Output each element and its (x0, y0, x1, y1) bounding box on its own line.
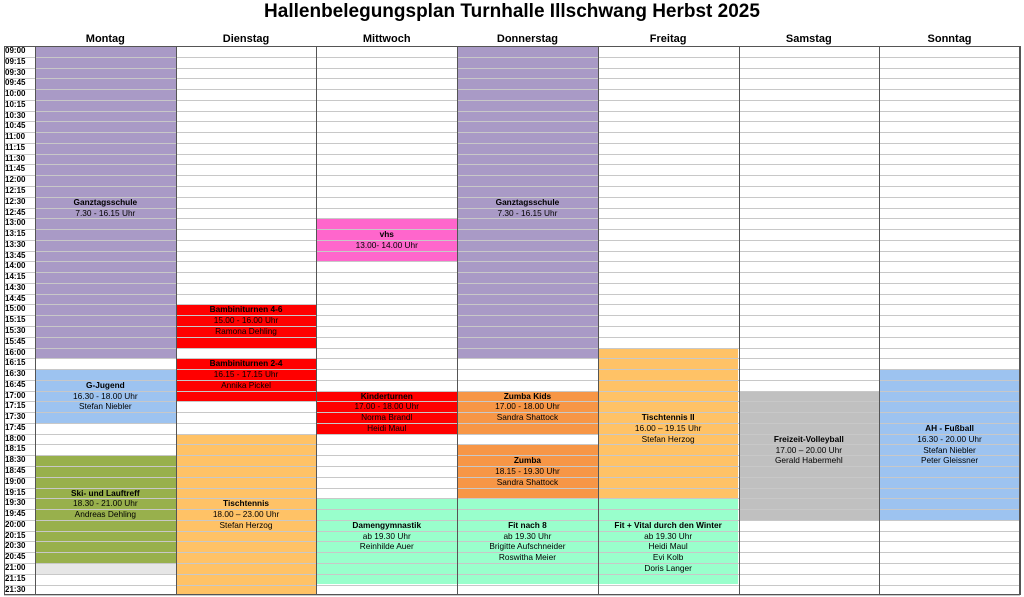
event-title: Bambiniturnen 4-6 (209, 304, 283, 315)
event-detail: Brigitte Aufschneider (489, 541, 566, 552)
time-label: 13:30 (5, 239, 26, 249)
time-label: 10:00 (5, 89, 26, 99)
event-detail: Annika Pickel (221, 379, 271, 390)
day-header-samstag: Samstag (785, 33, 832, 45)
event-detail: 16.30 - 20.00 Uhr (917, 433, 982, 444)
time-label: 12:45 (5, 207, 26, 217)
time-label: 18:30 (5, 455, 26, 465)
event-detail: Heidi Maul (367, 423, 407, 434)
event-detail: Norma Brandl (361, 412, 413, 423)
time-label: 18:15 (5, 444, 26, 454)
time-label: 12:15 (5, 186, 26, 195)
event-title: vhs (379, 229, 394, 240)
day-header-dienstag: Dienstag (222, 33, 270, 45)
event-label (35, 488, 176, 520)
time-label: 21:15 (5, 573, 26, 583)
time-label: 13:00 (5, 218, 26, 228)
event-detail: Stefan Niebler (79, 401, 132, 412)
day-header-mittwoch: Mittwoch (362, 33, 411, 45)
page-title: Hallenbelegungsplan Turnhalle Illschwang Herbst 2025 (264, 1, 760, 22)
time-label: 16:00 (5, 347, 26, 357)
event-label (35, 380, 176, 412)
event-title: Damengymnastik (352, 519, 422, 530)
event-detail: 18.30 - 21.00 Uhr (73, 498, 138, 509)
time-label: 17:45 (5, 422, 26, 432)
event-detail: Roswitha Meier (498, 552, 557, 563)
event-title: Ganztagsschule (73, 196, 138, 207)
time-label: 10:45 (5, 121, 26, 131)
event-label (457, 520, 598, 563)
event-label (35, 197, 176, 219)
time-label: 19:00 (5, 476, 26, 486)
time-label: 10:15 (5, 99, 26, 109)
time-label: 14:00 (5, 261, 26, 271)
event-label (176, 498, 317, 530)
time-label: 14:45 (5, 293, 26, 303)
time-label: 16:30 (5, 369, 26, 379)
event-detail: Evi Kolb (652, 552, 684, 563)
event-detail: 7.30 - 16.15 Uhr (497, 207, 558, 218)
event-detail: Sandra Shattock (496, 412, 559, 423)
event-title: AH - Fußball (925, 422, 974, 433)
event-detail: Andreas Dehling (74, 509, 137, 520)
event-detail: 16.00 – 19.15 Uhr (634, 422, 702, 433)
event-title: Ganztagsschule (495, 196, 560, 207)
event-detail: 13.00- 14.00 Uhr (355, 239, 418, 250)
event-detail: 18.00 – 23.00 Uhr (212, 509, 280, 520)
event-title: Bambiniturnen 2-4 (209, 358, 283, 369)
event-detail: ab 19.30 Uhr (503, 530, 552, 541)
time-label: 16:15 (5, 358, 26, 368)
event-title: Freizeit-Volleyball (773, 433, 844, 444)
time-label: 12:30 (5, 196, 26, 206)
event-title: Tischtennis (223, 498, 269, 509)
time-label: 20:30 (5, 541, 26, 551)
time-label: 15:00 (5, 304, 26, 314)
event-label (457, 391, 598, 423)
event-detail: Stefan Herzog (641, 433, 695, 444)
event-detail: 17.00 – 20.00 Uhr (775, 444, 843, 455)
time-label: 20:45 (5, 552, 26, 562)
event-title: Zumba (513, 455, 542, 466)
event-title: G-Jugend (85, 379, 125, 390)
time-label: 19:45 (5, 509, 26, 519)
time-label: 21:30 (5, 584, 26, 594)
day-header-freitag: Freitag (649, 33, 687, 45)
time-label: 13:45 (5, 250, 26, 260)
time-label: 16:45 (5, 379, 26, 389)
time-label: 18:45 (5, 466, 26, 476)
time-label: 15:15 (5, 315, 26, 325)
event-label (457, 455, 598, 487)
time-label: 17:15 (5, 401, 26, 411)
time-label: 21:00 (5, 562, 26, 572)
event-detail: Ramona Dehling (215, 326, 277, 337)
time-label: 11:45 (5, 164, 26, 174)
event-title: Fit nach 8 (508, 519, 547, 530)
time-label: 09:30 (5, 67, 26, 77)
event-label (598, 520, 739, 574)
day-header-sonntag: Sonntag (927, 33, 972, 45)
time-label: 10:30 (5, 110, 26, 120)
time-label: 14:15 (5, 272, 26, 282)
event-detail: Gerald Habermehl (774, 455, 843, 466)
column-line (1020, 46, 1021, 595)
time-label: 15:45 (5, 336, 26, 346)
event-label (316, 229, 457, 251)
event-label (879, 423, 1020, 466)
time-label: 14:30 (5, 282, 26, 292)
event-detail: 17.00 - 18.00 Uhr (354, 401, 420, 412)
day-header-donnerstag: Donnerstag (496, 33, 558, 45)
row-line (4, 595, 1020, 596)
event-detail: 17.00 - 18.00 Uhr (495, 401, 560, 412)
time-label: 13:15 (5, 229, 26, 239)
event-detail: Reinhilde Auer (359, 541, 414, 552)
time-label: 19:30 (5, 498, 26, 508)
time-label: 17:00 (5, 390, 26, 400)
time-label: 12:00 (5, 175, 26, 185)
time-label: 20:15 (5, 530, 26, 540)
time-label: 11:15 (5, 142, 26, 152)
time-label: 11:30 (5, 153, 26, 163)
event-title: Fit + Vital durch den Winter (614, 519, 722, 530)
event-title: Zumba Kids (503, 390, 552, 401)
event-detail: Heidi Maul (648, 541, 688, 552)
day-header-montag: Montag (85, 33, 125, 45)
event-detail: Doris Langer (644, 563, 692, 574)
time-label: 09:45 (5, 78, 26, 88)
event-detail: ab 19.30 Uhr (644, 530, 693, 541)
time-label: 11:00 (5, 132, 26, 142)
time-label: 09:15 (5, 56, 26, 66)
event-title: Kinderturnen (360, 390, 413, 401)
time-label: 15:30 (5, 326, 26, 336)
time-label: 17:30 (5, 412, 26, 422)
event-detail: 15.00 - 16.00 Uhr (213, 315, 279, 326)
event-detail: ab 19.30 Uhr (362, 530, 411, 541)
time-label: 20:00 (5, 519, 26, 529)
event-label (176, 358, 317, 390)
event-label (457, 197, 598, 219)
event-label (176, 304, 317, 336)
time-label: 09:00 (5, 46, 26, 55)
event-detail: 7.30 - 16.15 Uhr (75, 207, 136, 218)
time-label: 18:00 (5, 433, 26, 443)
event-detail: Stefan Herzog (219, 519, 273, 530)
event-label (316, 520, 457, 552)
event-detail: 16.15 - 17.15 Uhr (213, 369, 279, 380)
event-label (739, 434, 880, 466)
event-title: Ski- und Lauftreff (71, 487, 140, 498)
event-label (316, 391, 457, 434)
time-label: 19:15 (5, 487, 26, 497)
event-label (598, 412, 739, 444)
event-detail: Stefan Niebler (923, 444, 976, 455)
event-detail: Sandra Shattock (496, 476, 559, 487)
event-detail: Peter Gleissner (920, 455, 979, 466)
event-detail: 16.30 - 18.00 Uhr (73, 390, 138, 401)
event-title: Tischtennis II (641, 412, 695, 423)
event-detail: 18.15 - 19.30 Uhr (495, 466, 560, 477)
